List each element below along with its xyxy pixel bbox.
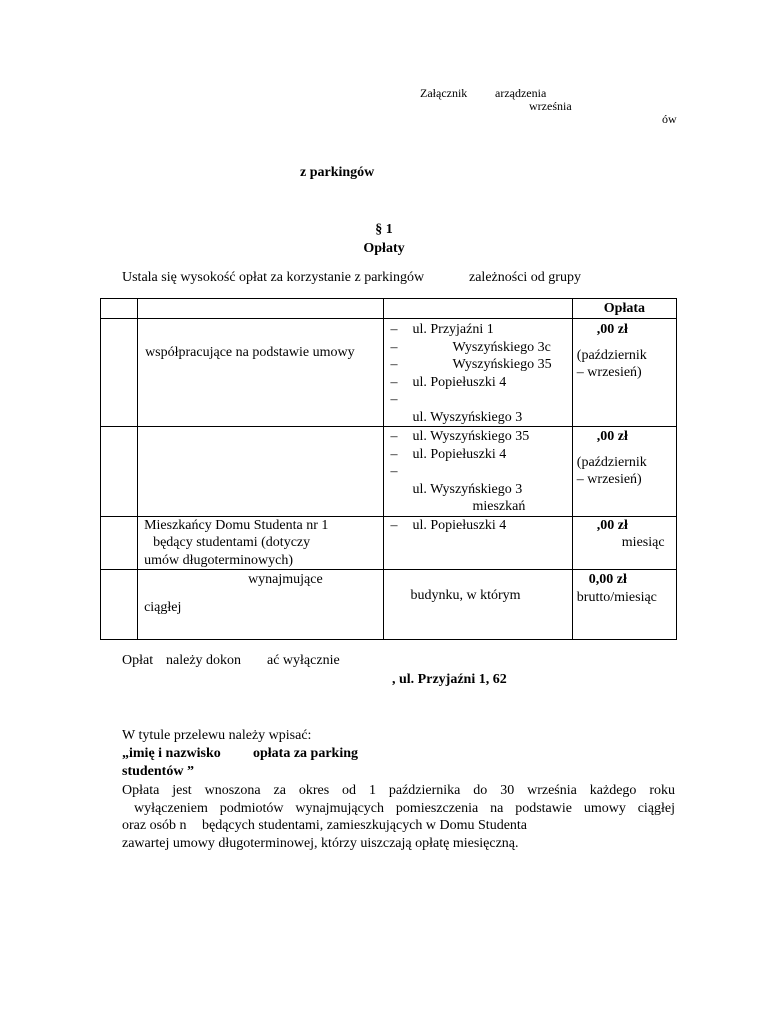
list-dash: – <box>390 517 398 533</box>
table-row <box>101 319 677 427</box>
section-title: Opłaty <box>363 241 405 256</box>
table-cell <box>138 299 384 319</box>
location-cell <box>384 516 572 570</box>
table-cell <box>101 299 138 319</box>
fee-column-header: Opłata <box>572 299 676 319</box>
location-item: ul. Wyszyńskiego 3 <box>412 481 523 497</box>
fee-period: miesiąc <box>621 535 665 550</box>
fee-cell <box>572 319 676 427</box>
location-item: mieszkań <box>472 499 526 514</box>
fee-period: brutto/miesiąc <box>576 589 657 605</box>
transfer-heading: W tytule przelewu należy wpisać: <box>122 728 312 743</box>
location-item: ul. Popiełuszki 4 <box>412 446 507 462</box>
payment-text-c: ać wyłącznie <box>267 653 340 668</box>
list-dash: – <box>390 392 398 407</box>
location-item: ul. Popiełuszki 4 <box>412 374 507 390</box>
fee-period: – wrzesień) <box>576 365 642 380</box>
list-dash: – <box>390 357 398 372</box>
list-dash: – <box>390 374 398 390</box>
location-item: ul. Wyszyńskiego 3 <box>412 409 523 425</box>
fee-amount: ,00 zł <box>596 322 628 337</box>
table-cell <box>101 319 138 427</box>
location-cell <box>384 319 572 427</box>
location-item: Wyszyńskiego 3c <box>452 339 551 355</box>
group-cell <box>138 319 384 427</box>
paragraph-line-b: będących studentami, zamieszkujących w Domu Studenta <box>202 818 528 833</box>
header-attachment-label: Załącznik <box>420 86 468 100</box>
payment-address: , ul. Przyjaźni 1, 62 <box>392 672 507 687</box>
fee-period: (październik <box>576 454 647 470</box>
fee-period: (październik <box>576 347 647 363</box>
group-cell <box>138 570 384 640</box>
fee-cell <box>572 516 676 570</box>
group-text: wynajmujące <box>248 572 323 587</box>
group-cell <box>138 516 384 570</box>
location-item: ul. Wyszyńskiego 35 <box>412 429 530 444</box>
section-number: § 1 <box>375 222 393 237</box>
location-item: ul. Przyjaźni 1 <box>412 322 494 337</box>
fee-amount: ,00 zł <box>596 429 628 444</box>
list-dash: – <box>390 322 398 337</box>
group-text: będący studentami (dotyczy <box>153 535 311 550</box>
group-text: ciągłej <box>144 599 182 615</box>
list-dash: – <box>390 339 398 355</box>
header-date-label: września <box>529 99 572 113</box>
location-item: budynku, w którym <box>410 588 521 603</box>
fee-period: – wrzesień) <box>576 472 642 487</box>
location-cell <box>384 570 572 640</box>
page-title: z parkingów <box>300 165 375 180</box>
table-row <box>101 516 677 570</box>
intro-text: Ustala się wysokość opłat za korzystanie z parkingów <box>122 270 425 285</box>
paragraph-line-a: oraz osób n <box>122 818 187 833</box>
table-cell <box>384 299 572 319</box>
paragraph-line: Opłata jest wnoszona za okres od 1 października do 30 września każdego roku <box>122 783 675 798</box>
fee-amount: 0,00 zł <box>588 572 627 587</box>
list-dash: – <box>390 446 398 462</box>
transfer-title-c: studentów ” <box>122 764 194 779</box>
location-item: Wyszyńskiego 35 <box>452 357 552 372</box>
table-cell <box>101 516 138 570</box>
list-dash: – <box>390 464 398 479</box>
header-ordinance-label: arządzenia <box>495 86 547 100</box>
group-text: Mieszkańcy Domu Studenta nr 1 <box>144 517 329 533</box>
payment-text-b: należy dokon <box>166 653 242 668</box>
location-item: ul. Popiełuszki 4 <box>412 517 507 533</box>
intro-text-continuation: zależności od grupy <box>469 270 581 285</box>
table-cell <box>101 570 138 640</box>
list-dash: – <box>390 429 398 444</box>
header-suffix-label: ów <box>662 112 677 126</box>
group-text: współpracujące na podstawie umowy <box>145 345 355 360</box>
table-cell <box>101 427 138 517</box>
payment-text-a: Opłat <box>122 653 154 668</box>
fee-cell <box>572 570 676 640</box>
fee-cell <box>572 427 676 517</box>
group-text: umów długoterminowych) <box>144 552 293 568</box>
transfer-title-b: opłata za parking <box>253 746 359 761</box>
transfer-title-a: „imię i nazwisko <box>122 746 221 761</box>
fee-amount: ,00 zł <box>596 517 628 533</box>
location-cell <box>384 427 572 517</box>
group-cell <box>138 427 384 517</box>
table-row <box>101 427 677 517</box>
paragraph-line: zawartej umowy długoterminowej, którzy uiszczają opłatę miesięczną. <box>122 836 519 851</box>
table-header-row <box>101 299 677 319</box>
paragraph-line: wyłączeniem podmiotów wynajmujących pomieszczenia na podstawie umowy ciągłej <box>134 801 675 816</box>
table-row <box>101 570 677 640</box>
fee-table <box>100 298 677 640</box>
